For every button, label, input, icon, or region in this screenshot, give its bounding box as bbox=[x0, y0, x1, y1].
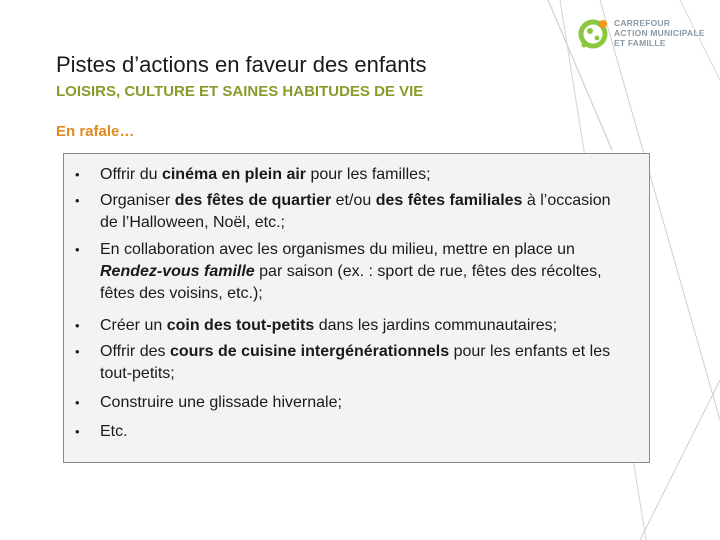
logo-line-1: CARREFOUR bbox=[614, 18, 671, 28]
bullet-text: Offrir des bbox=[100, 343, 170, 360]
logo-text bbox=[614, 18, 705, 48]
family-circle-logo-icon bbox=[578, 18, 608, 52]
bullet-text: En collaboration avec les organismes du milieu, mettre en place un bbox=[100, 241, 575, 258]
bullet-text: Etc. bbox=[100, 423, 128, 440]
bullet-text: et/ou bbox=[331, 192, 376, 209]
bullet-icon: • bbox=[75, 318, 80, 333]
list-item bbox=[64, 392, 649, 414]
bullet-text: Construire une glissade hivernale; bbox=[100, 394, 342, 411]
bullet-icon: • bbox=[75, 193, 80, 208]
bullet-icon: • bbox=[75, 167, 80, 182]
bullet-text: Offrir du bbox=[100, 166, 162, 183]
list-item bbox=[64, 239, 649, 305]
bullet-emphasis: Rendez-vous famille bbox=[100, 263, 255, 280]
carrefour-logo bbox=[578, 16, 708, 56]
bullet-text: Créer un bbox=[100, 317, 167, 334]
logo-line-2: ACTION MUNICIPALE bbox=[614, 28, 705, 38]
list-item bbox=[64, 341, 649, 385]
bullet-icon: • bbox=[75, 395, 80, 410]
list-item bbox=[64, 164, 649, 186]
bullet-text: pour les enfants et les tout-petits; bbox=[100, 343, 611, 382]
bullet-emphasis: cours de cuisine intergénérationnels bbox=[169, 343, 450, 360]
bullet-emphasis: des fêtes de quartier bbox=[174, 192, 332, 209]
list-item bbox=[64, 421, 649, 443]
bullet-icon: • bbox=[75, 242, 80, 257]
bullet-text: Organiser bbox=[100, 192, 175, 209]
slide-title: Pistes d’actions en faveur des enfants bbox=[56, 52, 427, 77]
section-heading: En rafale… bbox=[56, 123, 135, 140]
list-item bbox=[64, 315, 649, 337]
logo-line-3: ET FAMILLE bbox=[614, 38, 666, 48]
slide-subtitle: LOISIRS, CULTURE ET SAINES HABITUDES DE VIE bbox=[56, 83, 424, 100]
bullet-text: pour les familles; bbox=[306, 166, 431, 183]
bullet-emphasis: des fêtes familiales bbox=[375, 192, 523, 209]
bullet-emphasis: cinéma en plein air bbox=[161, 166, 307, 183]
bullet-text: à l’occasion de l’Halloween, Noël, etc.; bbox=[100, 192, 611, 231]
bullet-list bbox=[64, 164, 649, 443]
list-item bbox=[64, 190, 649, 234]
bullet-icon: • bbox=[75, 344, 80, 359]
bullet-text: par saison (ex. : sport de rue, fêtes des récoltes, fêtes des voisins, etc.); bbox=[100, 263, 602, 302]
bullet-text: dans les jardins communautaires; bbox=[314, 317, 558, 334]
bullet-box bbox=[63, 153, 650, 463]
bullet-emphasis: coin des tout-petits bbox=[166, 317, 315, 334]
bullet-icon: • bbox=[75, 424, 80, 439]
